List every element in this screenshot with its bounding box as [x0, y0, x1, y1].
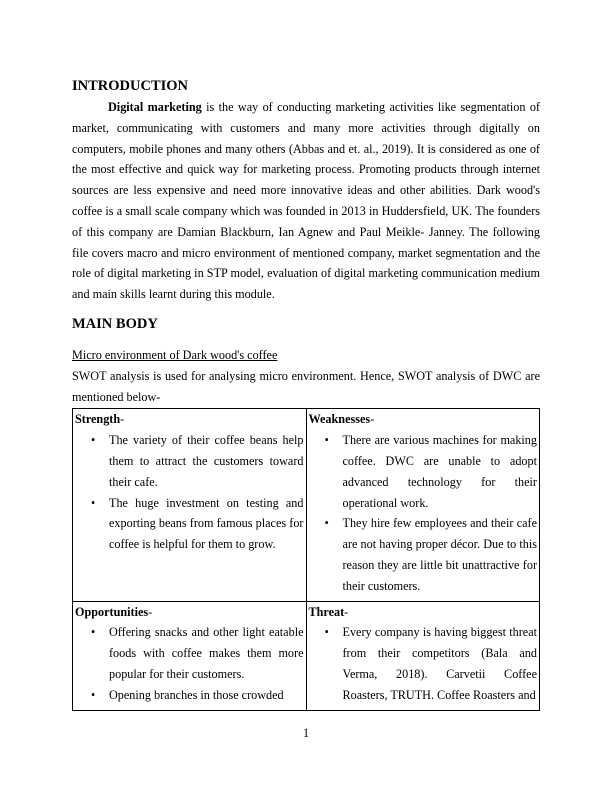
list-item: • The variety of their coffee beans help them to attract the customers toward their cafe.: [109, 430, 304, 492]
opportunities-cell: [73, 601, 307, 710]
opportunities-title: Opportunities-: [75, 604, 153, 619]
introduction-heading: INTRODUCTION: [72, 78, 189, 94]
page-number: 1: [302, 726, 310, 740]
strength-cell: [73, 409, 307, 601]
lead-term: Digital marketing: [108, 100, 202, 114]
strength-title: Strength-: [75, 412, 125, 427]
main-body-heading: MAIN BODY: [72, 315, 158, 332]
weaknesses-title: Weaknesses-: [308, 412, 375, 427]
swot-row: [73, 409, 540, 601]
list-item: • The huge investment on testing and exporting beans from famous places for coffee is helpful for them to grow.: [109, 493, 304, 555]
list-item: • There are various machines for making coffee. DWC are unable to adopt advanced technology for their operational work.: [343, 430, 538, 513]
opportunities-list: [75, 622, 304, 705]
swot-lead-paragraph: SWOT analysis is used for analysing micro environment. Hence, SWOT analysis of DWC are mentioned below-: [72, 368, 540, 404]
page-content: [72, 76, 540, 711]
strength-list: [75, 430, 304, 555]
introduction-text: is the way of conducting marketing activities like segmentation of market, communicating with customers and many more activities through digitally on computers, mobile phones and many others (Abbas and et. al., 2019). It is considered as one of the most effective and quick way for marketing process. Promoting products through internet sources are less expensive and need more innovative ideas and other abilities. Dark wood's coffee is a small scale company which was founded in 2013 in Huddersfield, UK. The founders of this company are Damian Blackburn, Ian Agnew and Paul Meikle- Janney. The following file covers macro and micro environment of mentioned company, market segmentation and the role of digital marketing in STP model, evaluation of digital marketing communication medium and main skills learnt during this module.: [72, 100, 540, 302]
threat-title: Threat-: [308, 604, 349, 619]
introduction-paragraph: [72, 97, 540, 305]
swot-row: [73, 601, 540, 710]
weaknesses-list: [309, 430, 538, 596]
list-item: • Every company is having biggest threat from their competitors (Bala and Verma, 2018). Carvetii Coffee Roasters, TRUTH. Coffee Roasters and: [343, 622, 538, 705]
list-item: • Opening branches in those crowded: [109, 685, 304, 706]
threat-cell: [306, 601, 540, 710]
list-item: • Offering snacks and other light eatable foods with coffee makes them more popular for their customers.: [109, 622, 304, 684]
threat-list: [309, 622, 538, 705]
swot-table: [72, 408, 540, 710]
list-item: • They hire few employees and their cafe are not having proper décor. Due to this reason they are little bit unattractive for their customers.: [343, 513, 538, 596]
weaknesses-cell: [306, 409, 540, 601]
micro-environment-subheading: Micro environment of Dark wood's coffee: [72, 347, 278, 362]
